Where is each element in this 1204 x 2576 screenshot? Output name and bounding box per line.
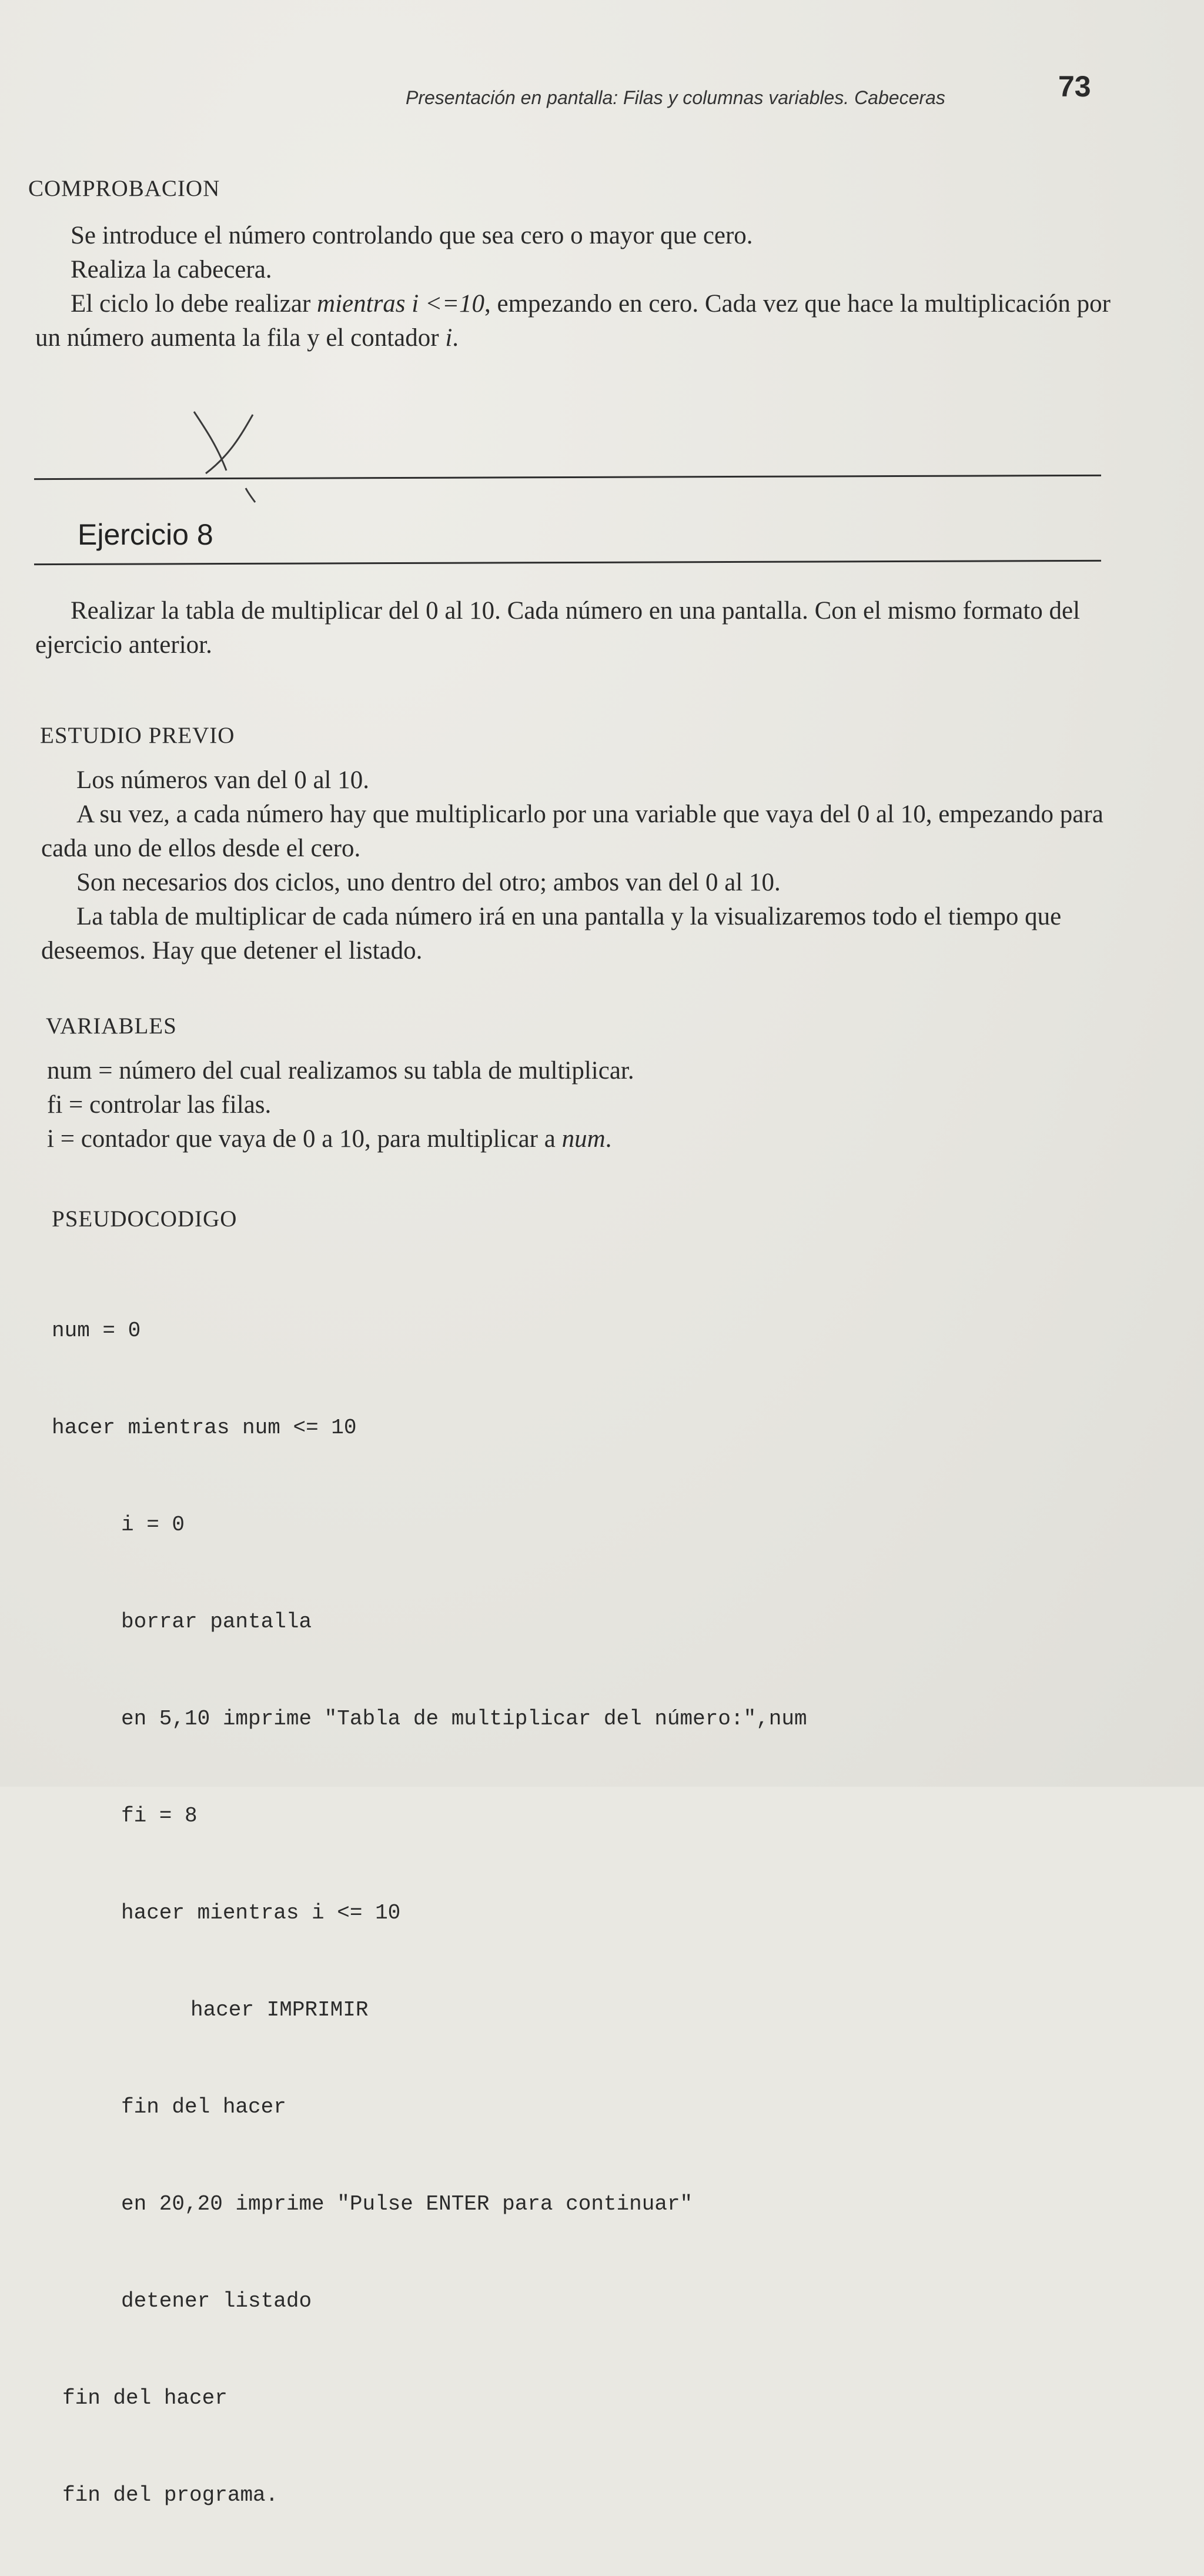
- comprobacion-line-2: Realiza la cabecera.: [71, 256, 272, 283]
- code-line: detener listado: [121, 2289, 312, 2313]
- exercise-statement-text: Realizar la tabla de multiplicar del 0 al 10. Cada número en una pantalla. Con el mismo formato del ejercicio anterior.: [35, 597, 1081, 659]
- code-line: en 5,10 imprime "Tabla de multiplicar del número:",num: [121, 1707, 807, 1731]
- estudio-previo-p2: A su vez, a cada número hay que multiplicarlo por una variable que vaya del 0 al 10, empezando para cada uno de ellos desde el cero.: [41, 800, 1103, 862]
- code-line: hacer mientras i <= 10: [121, 1901, 401, 1925]
- running-head: Presentación en pantalla: Filas y columnas variables. Cabeceras: [406, 87, 945, 108]
- estudio-previo-heading: ESTUDIO PREVIO: [40, 723, 235, 748]
- comprobacion-line-3-text-a: El ciclo lo debe realizar: [71, 290, 317, 318]
- code-line: i = 0: [121, 1513, 185, 1537]
- code-line: fin del programa.: [62, 2483, 279, 2507]
- pseudocode-block: [52, 1250, 807, 2576]
- comprobacion-line-3-condition: mientras i <=10: [317, 290, 485, 318]
- estudio-previo-p3: Son necesarios dos ciclos, uno dentro del otro; ambos van del 0 al 10.: [76, 869, 781, 896]
- comprobacion-heading: COMPROBACION: [28, 176, 220, 201]
- exercise-title: Ejercicio 8: [78, 518, 213, 551]
- comprobacion-line-3: [35, 287, 1111, 355]
- comprobacion-line-3-text-c: .: [452, 324, 459, 352]
- variable-i: [47, 1122, 1123, 1156]
- variable-i-end: .: [605, 1125, 612, 1153]
- comprobacion-body: [35, 219, 1111, 355]
- code-line: fin del hacer: [62, 2386, 228, 2410]
- page-number: 73: [1058, 70, 1091, 103]
- code-line: fin del hacer: [121, 2095, 286, 2119]
- estudio-previo-p4: La tabla de multiplicar de cada número irá en una pantalla y la visualizaremos todo el tiempo que deseemos. Hay que detener el listado.: [41, 903, 1062, 965]
- code-line: hacer IMPRIMIR: [190, 1998, 369, 2022]
- pseudocodigo-heading: PSEUDOCODIGO: [52, 1206, 238, 1232]
- variables-heading: VARIABLES: [46, 1013, 177, 1039]
- estudio-previo-body: [41, 763, 1117, 968]
- comprobacion-line-3-counter: i: [445, 324, 453, 352]
- variable-i-text: i = contador que vaya de 0 a 10, para multiplicar a: [47, 1125, 562, 1153]
- code-line: hacer mientras num <= 10: [52, 1416, 357, 1440]
- variables-body: [47, 1054, 1123, 1156]
- comprobacion-line-1: Se introduce el número controlando que sea cero o mayor que cero.: [71, 222, 753, 249]
- variable-i-num: num: [561, 1125, 606, 1153]
- bottom-rule: [34, 560, 1101, 565]
- code-line: num = 0: [52, 1319, 141, 1343]
- estudio-previo-p1: Los números van del 0 al 10.: [76, 766, 369, 794]
- exercise-statement: [35, 594, 1111, 662]
- variable-fi: fi = controlar las filas.: [47, 1091, 272, 1119]
- handwritten-x-mark-icon: [182, 406, 300, 523]
- code-line: fi = 8: [121, 1804, 198, 1828]
- code-line: en 20,20 imprime "Pulse ENTER para continuar": [121, 2192, 693, 2216]
- comprobacion-line-3-text-b: , empezando en cero. Cada vez que hace la multiplicación por un número aumenta la fila y el contador: [35, 290, 1111, 352]
- variable-num: num = número del cual realizamos su tabla de multiplicar.: [47, 1057, 634, 1085]
- code-line: borrar pantalla: [121, 1610, 312, 1634]
